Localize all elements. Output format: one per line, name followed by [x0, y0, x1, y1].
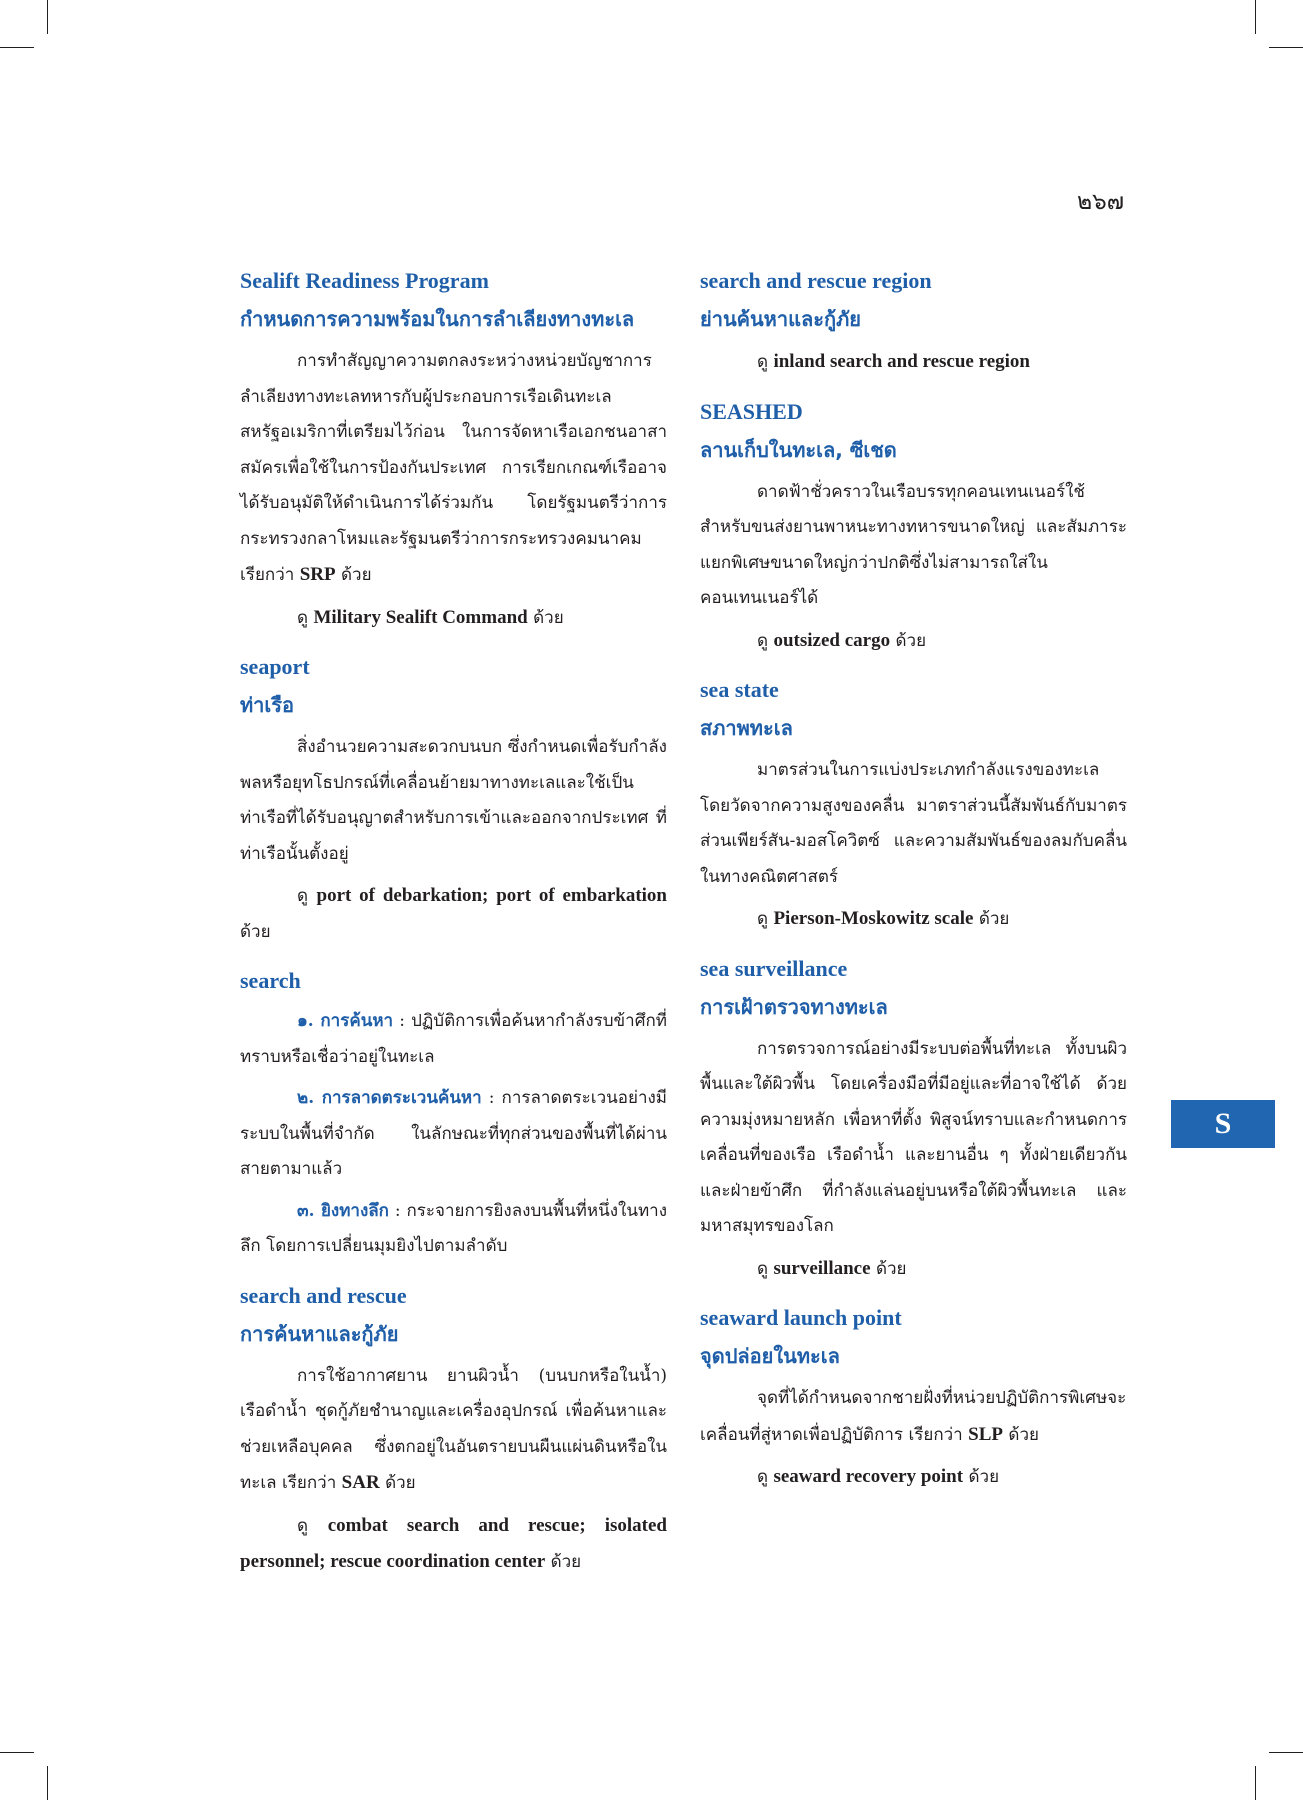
term-th: การเฝ้าตรวจทางทะเล [700, 994, 888, 1019]
term-en: SEASHED [700, 398, 803, 424]
entry-seaport [240, 652, 667, 950]
term-en: seaward launch point [700, 1305, 902, 1330]
term-en: search and rescue [240, 1282, 407, 1308]
see-also: ดู port of debarkation; port of embarkation ด้วย [240, 885, 667, 942]
entry-search-and-rescue [240, 1281, 667, 1581]
see-also-ref: surveillance [773, 1257, 871, 1279]
abbreviation: SLP [968, 1423, 1003, 1445]
entry-sea-state [700, 675, 1127, 938]
see-also-ref: combat search and rescue; isolated personnel; rescue coordination center [240, 1514, 667, 1572]
crop-mark-bottom-right-v [1255, 1766, 1256, 1800]
sense-2: ๒. การลาดตระเวนค้นหา : การลาดตระเวนอย่างมีระบบในพื้นที่จำกัด ในลักษณะที่ทุกส่วนของพื้นที่ได้ผ่านสายตามาแล้ว [240, 1088, 668, 1179]
term-th: ลานเก็บในทะเล, ซีเชด [700, 437, 897, 462]
see-also: ดู seaward recovery point ด้วย [757, 1466, 1000, 1487]
abbreviation: SAR [341, 1472, 380, 1493]
see-also: ดู combat search and rescue; isolated personnel; rescue coordination center ด้วย [240, 1514, 667, 1572]
see-also: ดู surveillance ด้วย [757, 1257, 907, 1279]
term-th: การค้นหาและกู้ภัย [240, 1321, 399, 1346]
right-column [700, 266, 1127, 1512]
crop-mark-top-left-h [0, 47, 34, 48]
section-tab: S [1171, 1100, 1275, 1148]
definition: การทำสัญญาความตกลงระหว่างหน่วยบัญชาการลำเลียงทางทะเลทหารกับผู้ประกอบการเรือเดินทะเลสหรัฐอเมริกาที่เตรียมไว้ก่อน ในการจัดหาเรือเอกชนอาสาสมัครเพื่อใช้ในการป้องกันประเทศ การเรียกเกณฑ์เรืออาจได้รับอนุมัติให้ดำเนินการได้ร่วมกัน โดยรัฐมนตรีว่าการกระทรวงกลาโหมและรัฐมนตรีว่าการกระทรวงคมนาคม เรียกว่า SRP ด้วย [240, 351, 667, 585]
see-also: ดู inland search and rescue region [757, 351, 1030, 372]
term-en: Sealift Readiness Program [240, 268, 489, 293]
see-also-ref: inland search and rescue region [773, 351, 1030, 372]
see-also: ดู Military Sealift Command ด้วย [297, 606, 564, 628]
entry-sealift-readiness-program [240, 266, 667, 636]
sense-3: ๓. ยิงทางลึก : กระจายการยิงลงบนพื้นที่หนึ่งในทางลึก โดยการเปลี่ยนมุมยิงไปตามลำดับ [240, 1200, 667, 1256]
entry-search [240, 966, 667, 1265]
crop-mark-top-right-h [1269, 47, 1303, 48]
crop-mark-bottom-right-h [1269, 1752, 1303, 1753]
definition: สิ่งอำนวยความสะดวกบนบก ซึ่งกำหนดเพื่อรับกำลังพลหรือยุทโธปกรณ์ที่เคลื่อนย้ายมาทางทะเลและใช้เป็นท่าเรือที่ได้รับอนุญาตสำหรับการเข้าและออกจากประเทศ ที่ท่าเรือนั้นตั้งอยู่ [240, 737, 667, 864]
entry-seaward-launch-point [700, 1303, 1127, 1496]
see-also-ref: Pierson-Moskowitz scale [773, 908, 974, 929]
term-en: sea state [700, 677, 779, 702]
entry-search-and-rescue-region [700, 266, 1127, 381]
term-th: จุดปล่อยในทะเล [700, 1344, 840, 1368]
see-also-ref: outsized cargo [773, 629, 891, 651]
see-also-ref: seaward recovery point [773, 1466, 964, 1487]
term-en: seaport [240, 654, 310, 679]
definition: การใช้อากาศยาน ยานผิวน้ำ (บนบกหรือในน้ำ) เรือดำน้ำ ชุดกู้ภัยชำนาญและเครื่องอุปกรณ์ เพื่อค้นหาและช่วยเหลือบุคคล ซึ่งตกอยู่ในอันตรายบนผืนแผ่นดินหรือในทะเล เรียกว่า SAR ด้วย [240, 1365, 667, 1493]
term-th: กำหนดการความพร้อมในการลำเลียงทางทะเล [240, 307, 635, 331]
left-column [240, 266, 667, 1597]
abbreviation: SRP [299, 564, 336, 585]
term-th: ท่าเรือ [240, 693, 295, 717]
crop-mark-top-left-v [47, 0, 48, 34]
see-also-ref: port of debarkation; port of embarkation [316, 885, 667, 906]
crop-mark-top-right-v [1255, 0, 1256, 34]
definition: จุดที่ได้กำหนดจากชายฝั่งที่หน่วยปฏิบัติการพิเศษจะเคลื่อนที่สู่หาดเพื่อปฏิบัติการ เรียกว่า SLP ด้วย [700, 1388, 1127, 1445]
term-en: sea surveillance [700, 955, 848, 981]
crop-mark-bottom-left-v [47, 1766, 48, 1800]
entry-sea-surveillance [700, 954, 1127, 1288]
definition: มาตรส่วนในการแบ่งประเภทกำลังแรงของทะเลโดยวัดจากความสูงของคลื่น มาตราส่วนนี้สัมพันธ์กับมาตรส่วนเพียร์สัน-มอสโควิตซ์ และความสัมพันธ์ของลมกับคลื่นในทางคณิตศาสตร์ [700, 760, 1127, 887]
sense-1: ๑. การค้นหา : ปฏิบัติการเพื่อค้นหากำลังรบข้าศึกที่ทราบหรือเชื่อว่าอยู่ในทะเล [240, 1011, 667, 1067]
entry-seashed [700, 397, 1127, 660]
definition: ดาดฟ้าชั่วคราวในเรือบรรทุกคอนเทนเนอร์ใช้สำหรับขนส่งยานพาหนะทางทหารขนาดใหญ่ และสัมภาระแยกพิเศษขนาดใหญ่กว่าปกติซึ่งไม่สามารถใส่ในคอนเทนเนอร์ได้ [700, 481, 1127, 608]
see-also: ดู Pierson-Moskowitz scale ด้วย [757, 908, 1010, 929]
definition: การตรวจการณ์อย่างมีระบบต่อพื้นที่ทะเล ทั้งบนผิวพื้นและใต้ผิวพื้น โดยเครื่องมือที่มีอยู่และที่อาจใช้ได้ ด้วยความมุ่งหมายหลัก เพื่อหาที่ตั้ง พิสูจน์ทราบและกำหนดการเคลื่อนที่ของเรือ เรือดำน้ำ และยานอื่น ๆ ทั้งฝ่ายเดียวกันและฝ่ายข้าศึก ที่กำลังแล่นอยู่บนหรือใต้ผิวพื้นทะเล และมหาสมุทรของโลก [700, 1038, 1127, 1236]
term-en: search and rescue region [700, 268, 932, 293]
see-also: ดู outsized cargo ด้วย [757, 629, 927, 651]
term-th: ย่านค้นหาและกู้ภัย [700, 307, 861, 331]
term-en: search [240, 968, 301, 993]
crop-mark-bottom-left-h [0, 1752, 34, 1753]
term-th: สภาพทะเล [700, 716, 793, 740]
page-number: ๒๖๗ [1076, 189, 1124, 215]
see-also-ref: Military Sealift Command [313, 606, 528, 628]
